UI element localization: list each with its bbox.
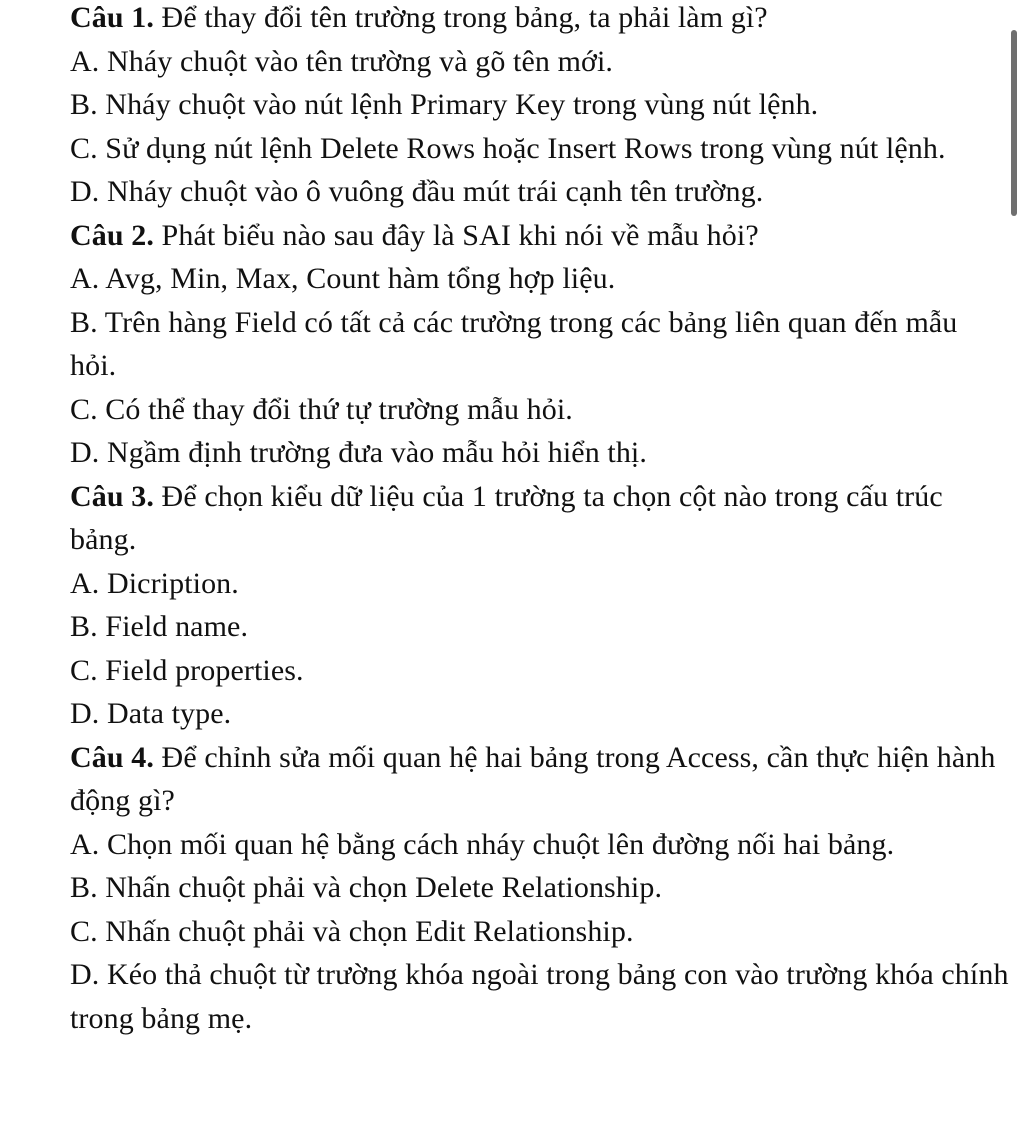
question-1-option-a: A. Nháy chuột vào tên trường và gõ tên mới. bbox=[70, 44, 614, 78]
question-4-text: Để chỉnh sửa mối quan hệ hai bảng trong Access, cần thực hiện hành động gì? bbox=[70, 740, 996, 817]
question-2-prompt bbox=[70, 214, 1010, 258]
question-1-option-b: B. Nháy chuột vào nút lệnh Primary Key trong vùng nút lệnh. bbox=[70, 88, 819, 121]
question-3-text: Để chọn kiểu dữ liệu của 1 trường ta chọn cột nào trong cấu trúc bảng. bbox=[70, 479, 943, 556]
question-3 bbox=[70, 475, 1010, 736]
question-2-option-d: D. Ngầm định trường đưa vào mẫu hỏi hiển thị. bbox=[70, 436, 647, 469]
question-1-label: Câu 1. bbox=[70, 1, 154, 34]
question-1-option-c: C. Sử dụng nút lệnh Delete Rows hoặc Insert Rows trong vùng nút lệnh. bbox=[70, 131, 946, 165]
question-2-label: Câu 2. bbox=[70, 218, 154, 252]
question-2-option-c: C. Có thể thay đổi thứ tự trường mẫu hỏi. bbox=[70, 392, 573, 426]
question-4-option-a: A. Chọn mối quan hệ bằng cách nháy chuột lên đường nối hai bảng. bbox=[70, 827, 895, 861]
question-2 bbox=[70, 214, 1010, 475]
question-1-text: Để thay đổi tên trường trong bảng, ta phải làm gì? bbox=[153, 1, 768, 34]
scrollbar-thumb[interactable] bbox=[1011, 30, 1017, 216]
question-4-label: Câu 4. bbox=[70, 740, 154, 774]
question-4 bbox=[70, 736, 1010, 1041]
question-4-option-d: D. Kéo thả chuột từ trường khóa ngoài trong bảng con vào trường khóa chính trong bảng mẹ. bbox=[70, 958, 1009, 1035]
question-3-option-a: A. Dicription. bbox=[70, 566, 239, 600]
question-4-option-c: C. Nhấn chuột phải và chọn Edit Relationship. bbox=[70, 914, 634, 948]
question-2-option-b: B. Trên hàng Field có tất cả các trường trong các bảng liên quan đến mẫu hỏi. bbox=[70, 305, 958, 382]
question-4-prompt bbox=[70, 736, 1010, 823]
question-1 bbox=[70, 0, 1010, 214]
question-2-text: Phát biểu nào sau đây là SAI khi nói về mẫu hỏi? bbox=[153, 218, 759, 252]
question-2-option-a: A. Avg, Min, Max, Count hàm tổng hợp liệu. bbox=[70, 262, 616, 295]
question-3-option-b: B. Field name. bbox=[70, 610, 249, 643]
question-4-option-b: B. Nhấn chuột phải và chọn Delete Relationship. bbox=[70, 871, 663, 904]
question-3-prompt bbox=[70, 475, 1010, 562]
question-3-label: Câu 3. bbox=[70, 479, 154, 513]
quiz-content bbox=[70, 0, 1010, 1040]
question-3-option-c: C. Field properties. bbox=[70, 653, 304, 687]
question-1-prompt bbox=[70, 0, 1010, 40]
question-3-option-d: D. Data type. bbox=[70, 697, 232, 730]
question-1-option-d: D. Nháy chuột vào ô vuông đầu mút trái cạnh tên trường. bbox=[70, 175, 764, 208]
